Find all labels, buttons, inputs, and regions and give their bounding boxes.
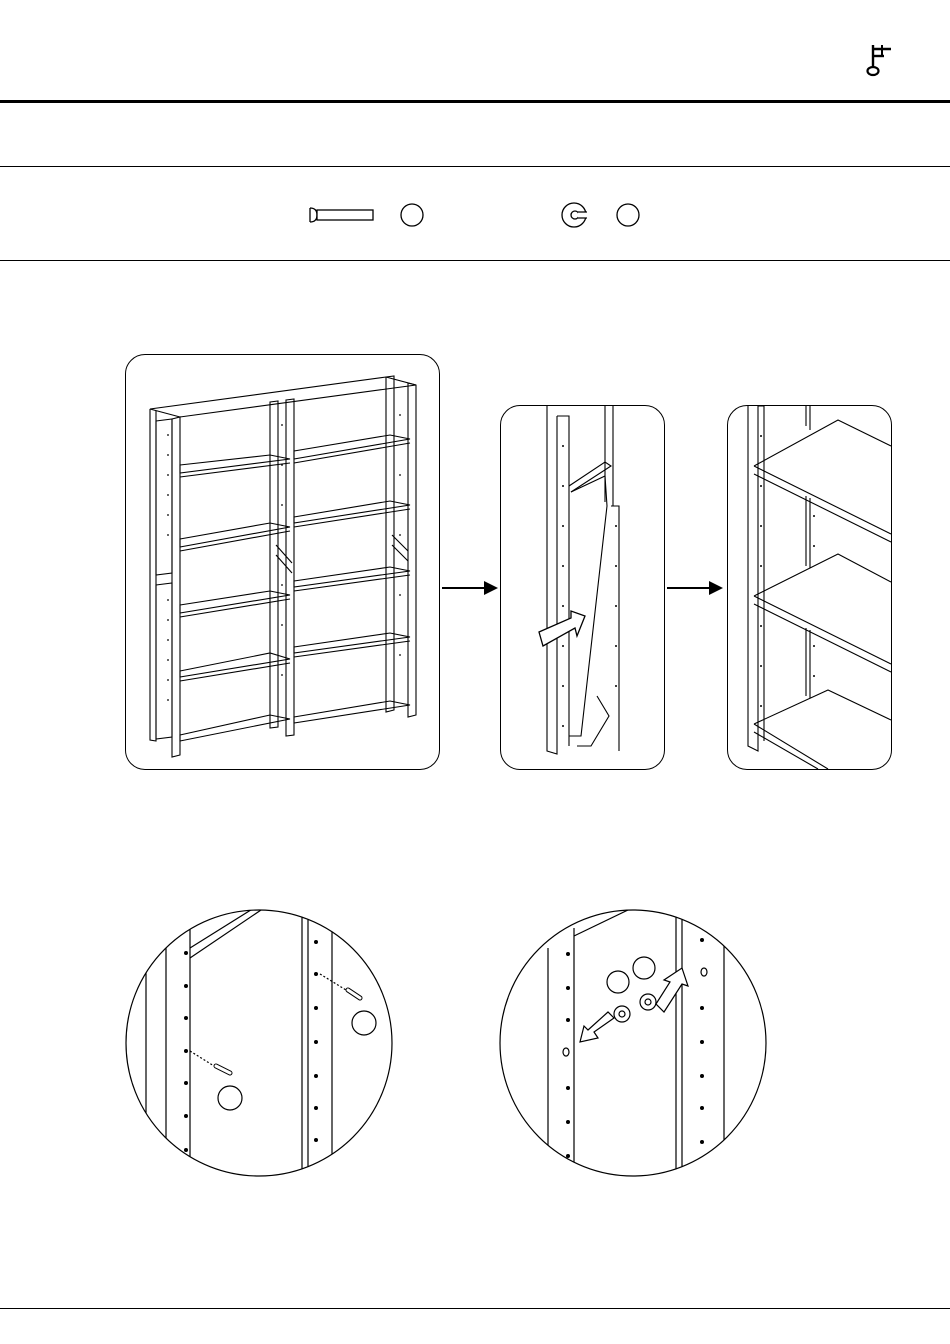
remove-arrow-icon: [580, 1012, 614, 1042]
push-arrow-icon: [539, 611, 585, 646]
shelf-pin-icon: [310, 208, 373, 222]
header-rule: [0, 100, 950, 103]
remove-arrow-icon: [656, 968, 688, 1012]
parts-top-rule: [0, 166, 950, 167]
detail-shelf-pins: [124, 908, 394, 1178]
clip-count-circle: [617, 204, 639, 226]
footer-rule: [0, 1308, 950, 1309]
panel-frame-closeup: [500, 405, 665, 770]
panel-shelving-unit: [125, 354, 440, 770]
detail-clips: [498, 908, 768, 1178]
panel-shelves-closeup: [727, 405, 892, 770]
c-clip-icon: [562, 203, 590, 227]
parts-row: [300, 195, 650, 235]
key-tool-icon: [862, 40, 894, 80]
pin-count-circle: [401, 204, 423, 226]
arrow-right-icon: [440, 578, 500, 598]
parts-bottom-rule: [0, 260, 950, 261]
arrow-right-icon: [665, 578, 725, 598]
